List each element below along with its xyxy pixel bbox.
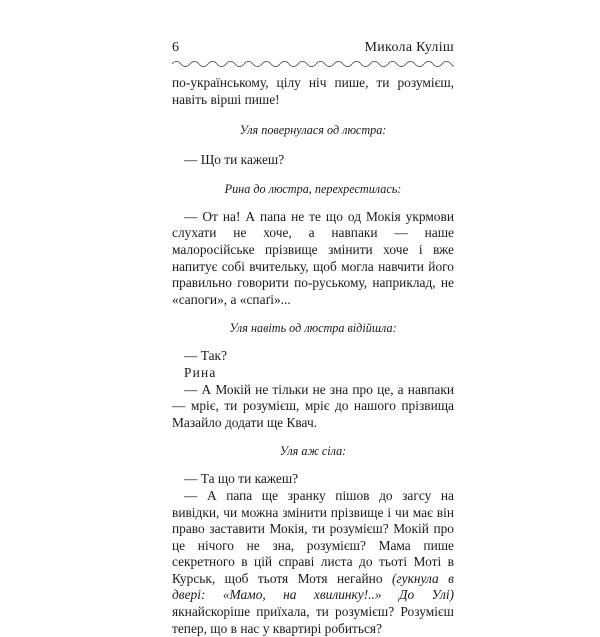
speaker-name: Рина <box>184 364 217 380</box>
stage-direction: Уля навіть од люстра відійшла: <box>229 321 397 336</box>
stage-direction: Уля аж сіла: <box>279 444 347 459</box>
running-head-author: Микола Куліш <box>364 40 454 55</box>
dialogue-line: — Що ти кажеш? <box>184 152 285 168</box>
page-body <box>172 75 454 637</box>
dialogue-text: якнайскоріше приїхала, ти розумієш? Розумієш тепер, що в нас у квартирі робиться? <box>172 604 454 636</box>
dialogue-line: — А Мокій не тільки не зна про це, а навпаки — мріє, ти розумієш, мріє до нашого прізвища Мазайло додати ще Квач. <box>172 381 454 430</box>
inline-stage-direction: (гукнула в двері: «Мамо, на хвилинку!..» До Улі) <box>172 570 454 603</box>
dialogue-line: — От на! А папа не те що од Мокія укрмови слухати не хоче, а навпаки — наше малоросійське прізвище змінити хоче і вже напитує собі вчительку, щоб могла навчити його правильно говорити по-руському, наприклад, не «сапоги», а «спаґі»... <box>172 208 454 307</box>
dialogue-line: — Та що ти кажеш? <box>184 471 299 487</box>
stage-direction: Уля повернулася од люстра: <box>239 123 387 138</box>
paragraph: по-українському, цілу ніч пише, ти розумієш, навіть вірші пише! <box>172 75 454 107</box>
dialogue-text: — А папа ще зранку пішов до загсу на вивідки, чи можна змінити прізвище і чи має він право заставити Мокія, ти розумієш? Мокій про це нічого не зна, розумієш? Мама пише секретного в цій справі листа до тьоті Моті в Курськ, щоб тьотя Мотя негайно <box>172 487 454 586</box>
dialogue-line <box>172 488 454 637</box>
stage-direction: Рина до люстра, перехрестилась: <box>224 181 402 196</box>
page-header <box>172 40 454 60</box>
page-number: 6 <box>172 40 179 55</box>
wavy-divider <box>172 60 454 68</box>
dialogue-line: — Так? <box>184 348 227 364</box>
